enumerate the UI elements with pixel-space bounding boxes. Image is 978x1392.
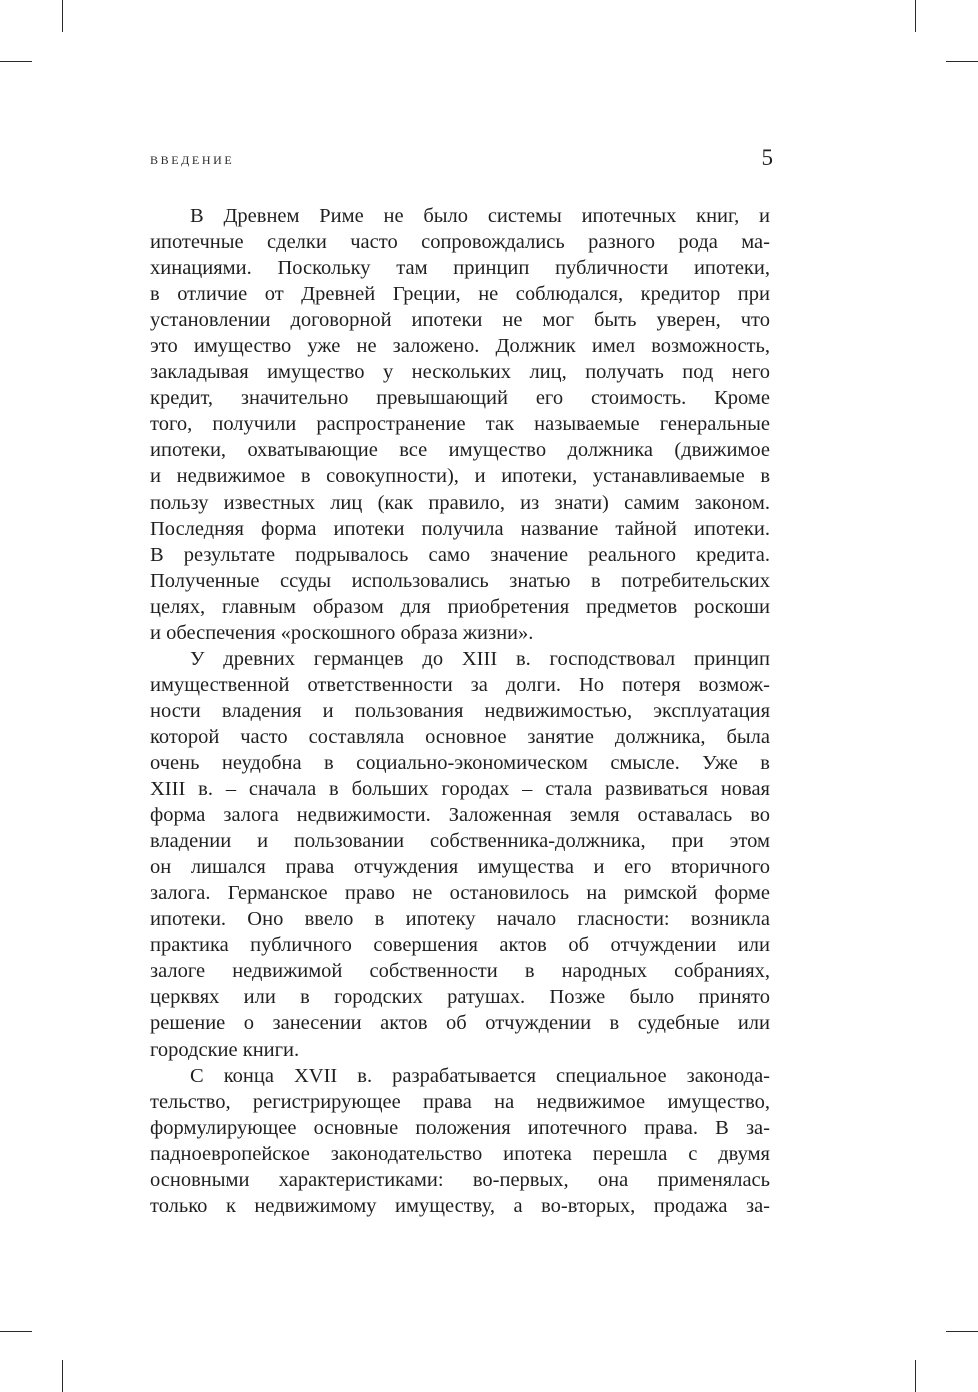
text-line: установлении договорной ипотеки не мог быть уверен, что: [150, 309, 770, 332]
text-line: имущественной ответственности за долги. Но потеря возмож-: [150, 673, 770, 696]
text-line: С конца XVII в. разрабатывается специальное законода-: [190, 1064, 770, 1087]
crop-mark-top-left: [62, 0, 63, 32]
paragraph: [150, 646, 770, 1063]
text-line: ипотеки, охватывающие все имущество должника (движимое: [150, 439, 770, 462]
text-line: очень неудобна в социально-экономическом смысле. Уже в: [150, 751, 770, 774]
text-line: пользу известных лиц (как правило, из знати) самим законом.: [150, 491, 770, 514]
text-line: это имущество уже не заложено. Должник имел возможность,: [150, 335, 770, 358]
text-line: ипотеки. Оно ввело в ипотеку начало гласности: возникла: [150, 908, 770, 931]
page-number: 5: [761, 145, 773, 170]
text-line: основными характеристиками: во-первых, она применялась: [150, 1168, 770, 1191]
text-line: и недвижимое в совокупности), и ипотеки, устанавливаемые в: [150, 465, 770, 488]
crop-mark-bottom-right: [915, 1360, 916, 1392]
text-line: практика публичного совершения актов об отчуждении или: [150, 934, 770, 957]
text-line: В результате подрывалось само значение реального кредита.: [150, 543, 770, 566]
text-line: ипотечные сделки часто сопровождались разного рода ма-: [150, 231, 770, 254]
text-line: падноевропейское законодательство ипотека перешла с двумя: [150, 1142, 770, 1165]
text-line: У древних германцев до XIII в. господствовал принцип: [190, 647, 770, 670]
text-line: в отличие от Древней Греции, не соблюдался, кредитор при: [150, 283, 770, 306]
text-line: которой часто составляла основное занятие должника, была: [150, 725, 770, 748]
text-line: и обеспечения «роскошного образа жизни».: [150, 621, 534, 644]
text-line: закладывая имущество у нескольких лиц, получать под него: [150, 361, 770, 384]
crop-mark-bottom-left: [62, 1360, 63, 1392]
text-line: тельство, регистрирующее права на недвижимое имущество,: [150, 1090, 770, 1113]
text-line: формулирующее основные положения ипотечного права. В за-: [150, 1116, 770, 1139]
text-line: целях, главным образом для приобретения предметов роскоши: [150, 595, 770, 618]
running-head: ВВЕДЕНИЕ: [150, 153, 235, 167]
paragraph: [150, 203, 770, 646]
crop-mark-right-top: [946, 61, 978, 62]
text-line: церквях или в городских ратушах. Позже было принято: [150, 986, 770, 1009]
text-line: он лишался права отчуждения имущества и его вторичного: [150, 856, 770, 879]
crop-mark-left-bottom: [0, 1331, 32, 1332]
crop-mark-right-bottom: [946, 1331, 978, 1332]
text-line: залоге недвижимой собственности в народных собраниях,: [150, 960, 770, 983]
crop-mark-top-right: [915, 0, 916, 32]
text-line: только к недвижимому имуществу, а во-вторых, продажа за-: [150, 1194, 770, 1217]
text-line: кредит, значительно превышающий его стоимость. Кроме: [150, 387, 770, 410]
text-line: ности владения и пользования недвижимостью, эксплуатация: [150, 699, 770, 722]
body-text: [150, 203, 770, 1219]
text-line: владении и пользовании собственника-должника, при этом: [150, 830, 770, 853]
crop-mark-left-top: [0, 61, 32, 62]
text-line: того, получили распространение так называемые генеральные: [150, 413, 770, 436]
text-line: залога. Германское право не остановилось на римской форме: [150, 882, 770, 905]
paragraph: [150, 1063, 770, 1219]
text-line: В Древнем Риме не было системы ипотечных книг, и: [190, 205, 770, 227]
text-line: Полученные ссуды использовались знатью в потребительских: [150, 569, 770, 592]
text-line: Последняя форма ипотеки получила название тайной ипотеки.: [150, 517, 770, 540]
text-line: хинациями. Поскольку там принцип публичности ипотеки,: [150, 257, 770, 280]
text-line: XIII в. – сначала в больших городах – стала развиваться новая: [150, 778, 770, 801]
text-line: форма залога недвижимости. Заложенная земля оставалась во: [150, 804, 770, 827]
text-line: городские книги.: [150, 1038, 300, 1061]
text-line: решение о занесении актов об отчуждении в судебные или: [150, 1012, 770, 1035]
